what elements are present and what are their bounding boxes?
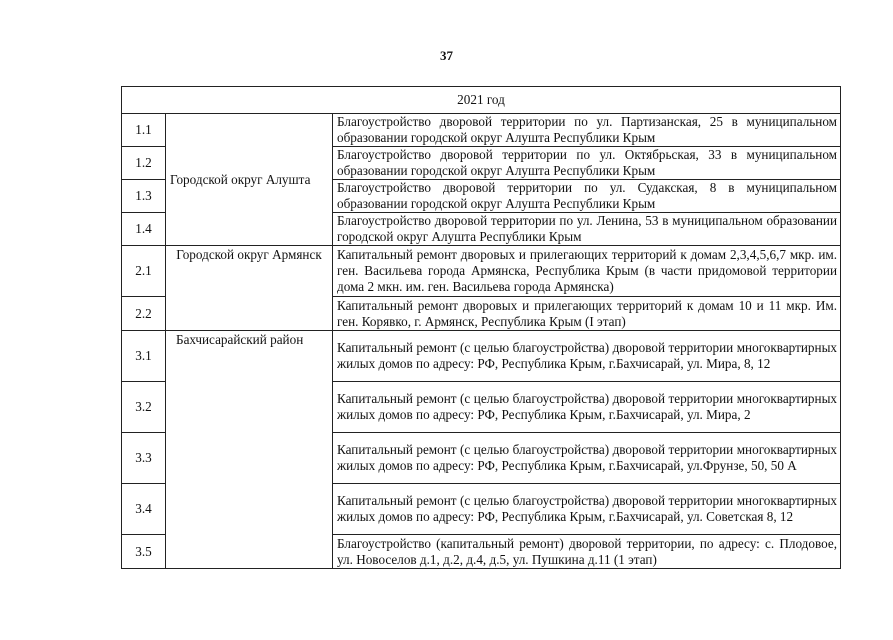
row-number: 3.1 xyxy=(122,331,166,382)
row-description: Капитальный ремонт дворовых и прилегающих территорий к домам 10 и 11 мкр. Им. ген. Корявко, г. Армянск, Республика Крым (I этап) xyxy=(333,297,841,331)
row-number: 3.2 xyxy=(122,382,166,433)
row-description: Благоустройство (капитальный ремонт) дворовой территории, по адресу: с. Плодовое, ул. Новоселов д.1, д.2, д.4, д.5, ул. Пушкина д.11 (1 этап) xyxy=(333,535,841,569)
row-number: 1.1 xyxy=(122,114,166,147)
row-number: 1.3 xyxy=(122,180,166,213)
row-description: Капитальный ремонт (с целью благоустройства) дворовой территории многоквартирных жилых домов по адресу: РФ, Республика Крым, г.Бахчисарай, ул. Мира, 8, 12 xyxy=(333,331,841,382)
row-description: Капитальный ремонт дворовых и прилегающих территорий к домам 2,3,4,5,6,7 мкр. им. ген. Васильева города Армянска, Республика Крым (в части придомовой территории дома 2 мкн. им. ген. Васильева города Армянска) xyxy=(333,246,841,297)
row-description: Капитальный ремонт (с целью благоустройства) дворовой территории многоквартирных жилых домов по адресу: РФ, Республика Крым, г.Бахчисарай, ул. Советская 8, 12 xyxy=(333,484,841,535)
row-number: 1.2 xyxy=(122,147,166,180)
improvement-plan-table xyxy=(121,86,841,569)
row-description: Благоустройство дворовой территории по ул. Судакская, 8 в муниципальном образовании городской округ Алушта Республики Крым xyxy=(333,180,841,213)
row-description: Благоустройство дворовой территории по ул. Ленина, 53 в муниципальном образовании городской округ Алушта Республики Крым xyxy=(333,213,841,246)
year-header: 2021 год xyxy=(122,87,841,114)
row-number: 3.5 xyxy=(122,535,166,569)
row-number: 3.3 xyxy=(122,433,166,484)
table-row xyxy=(122,246,841,297)
page-number: 37 xyxy=(440,48,453,63)
row-number: 2.1 xyxy=(122,246,166,297)
table-row xyxy=(122,114,841,147)
row-number: 1.4 xyxy=(122,213,166,246)
row-description: Благоустройство дворовой территории по ул. Партизанская, 25 в муниципальном образовании городской округ Алушта Республики Крым xyxy=(333,114,841,147)
district-name: Бахчисарайский район xyxy=(166,331,333,569)
table-row xyxy=(122,331,841,382)
district-name: Городской округ Алушта xyxy=(166,114,333,246)
row-description: Благоустройство дворовой территории по ул. Октябрьская, 33 в муниципальном образовании городской округ Алушта Республики Крым xyxy=(333,147,841,180)
row-description: Капитальный ремонт (с целью благоустройства) дворовой территории многоквартирных жилых домов по адресу: РФ, Республика Крым, г.Бахчисарай, ул. Мира, 2 xyxy=(333,382,841,433)
row-number: 3.4 xyxy=(122,484,166,535)
district-name: Городской округ Армянск xyxy=(166,246,333,331)
year-header-row xyxy=(122,87,841,114)
row-description: Капитальный ремонт (с целью благоустройства) дворовой территории многоквартирных жилых домов по адресу: РФ, Республика Крым, г.Бахчисарай, ул.Фрунзе, 50, 50 А xyxy=(333,433,841,484)
row-number: 2.2 xyxy=(122,297,166,331)
